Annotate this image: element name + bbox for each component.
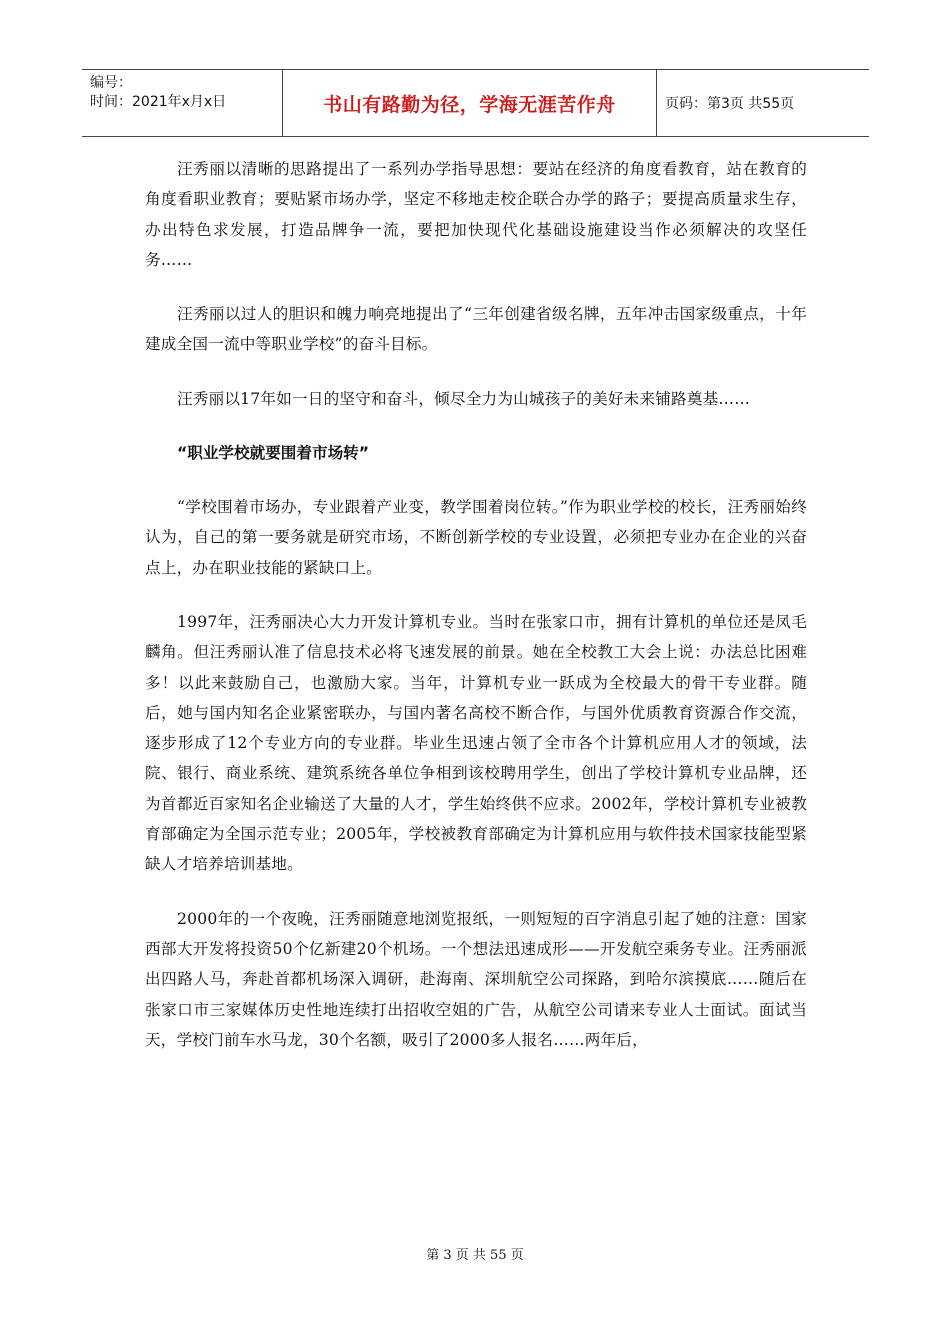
page-header: [82, 69, 869, 137]
paragraph: 汪秀丽以清晰的思路提出了一系列办学指导思想：要站在经济的角度看教育，站在教育的角度看职业教育；要贴紧市场办学，坚定不移地走校企联合办学的路子；要提高质量求生存，办出特色求发展，打造品牌争一流，要把加快现代化基础设施建设当作必须解决的攻坚任务……: [145, 160, 807, 269]
page-footer: 第 3 页 共 55 页: [426, 1248, 524, 1263]
section-heading: “职业学校就要围着市场转”: [177, 444, 370, 463]
time-label: 时间：2021年x月x日: [90, 94, 227, 110]
header-page-number: 页码：第3页 共55页: [665, 96, 795, 112]
document-body: [145, 154, 807, 1079]
header-motto: 书山有路勤为径，学海无涯苦作舟: [282, 70, 657, 136]
header-meta: [82, 70, 282, 136]
paragraph: 2000年的一个夜晚，汪秀丽随意地浏览报纸，一则短短的百字消息引起了她的注意：国家西部大开发将投资50个亿新建20个机场。一个想法迅速成形——开发航空乘务专业。汪秀丽派出四路人马，奔赴首都机场深入调研，赴海南、深圳航空公司探路，到哈尔滨摸底……随后在张家口市三家媒体历史性地连续打出招收空姐的广告，从航空公司请来专业人士面试。面试当天，学校门前车水马龙，30个名额，吸引了2000多人报名……两年后，: [145, 909, 807, 1049]
code-label: 编号：: [90, 75, 132, 91]
paragraph: 汪秀丽以17年如一日的坚守和奋斗，倾尽全力为山城孩子的美好未来铺路奠基……: [177, 389, 751, 408]
paragraph: “学校围着市场办，专业跟着产业变，教学围着岗位转。”作为职业学校的校长，汪秀丽始终认为，自己的第一要务就是研究市场，不断创新学校的专业设置，必须把专业办在企业的兴奋点上，办在职业技能的紧缺口上。: [145, 498, 807, 577]
paragraph: 1997年，汪秀丽决心大力开发计算机专业。当时在张家口市，拥有计算机的单位还是凤毛麟角。但汪秀丽认准了信息技术必将飞速发展的前景。她在全校教工大会上说：办法总比困难多！以此来鼓励自己，也激励大家。当年，计算机专业一跃成为全校最大的骨干专业群。随后，她与国内知名企业紧密联办，与国内著名高校不断合作，与国外优质教育资源合作交流，逐步形成了12个专业方向的专业群。毕业生迅速占领了全市各个计算机应用人才的领域，法院、银行、商业系统、建筑系统各单位争相到该校聘用学生，创出了学校计算机专业品牌，还为首都近百家知名企业输送了大量的人才，学生始终供不应求。2002年，学校计算机专业被教育部确定为全国示范专业；2005年，学校被教育部确定为计算机应用与软件技术国家技能型紧缺人才培养培训基地。: [145, 612, 807, 874]
paragraph: 汪秀丽以过人的胆识和魄力响亮地提出了“三年创建省级名牌，五年冲击国家级重点，十年建成全国一流中等职业学校”的奋斗目标。: [145, 305, 807, 354]
